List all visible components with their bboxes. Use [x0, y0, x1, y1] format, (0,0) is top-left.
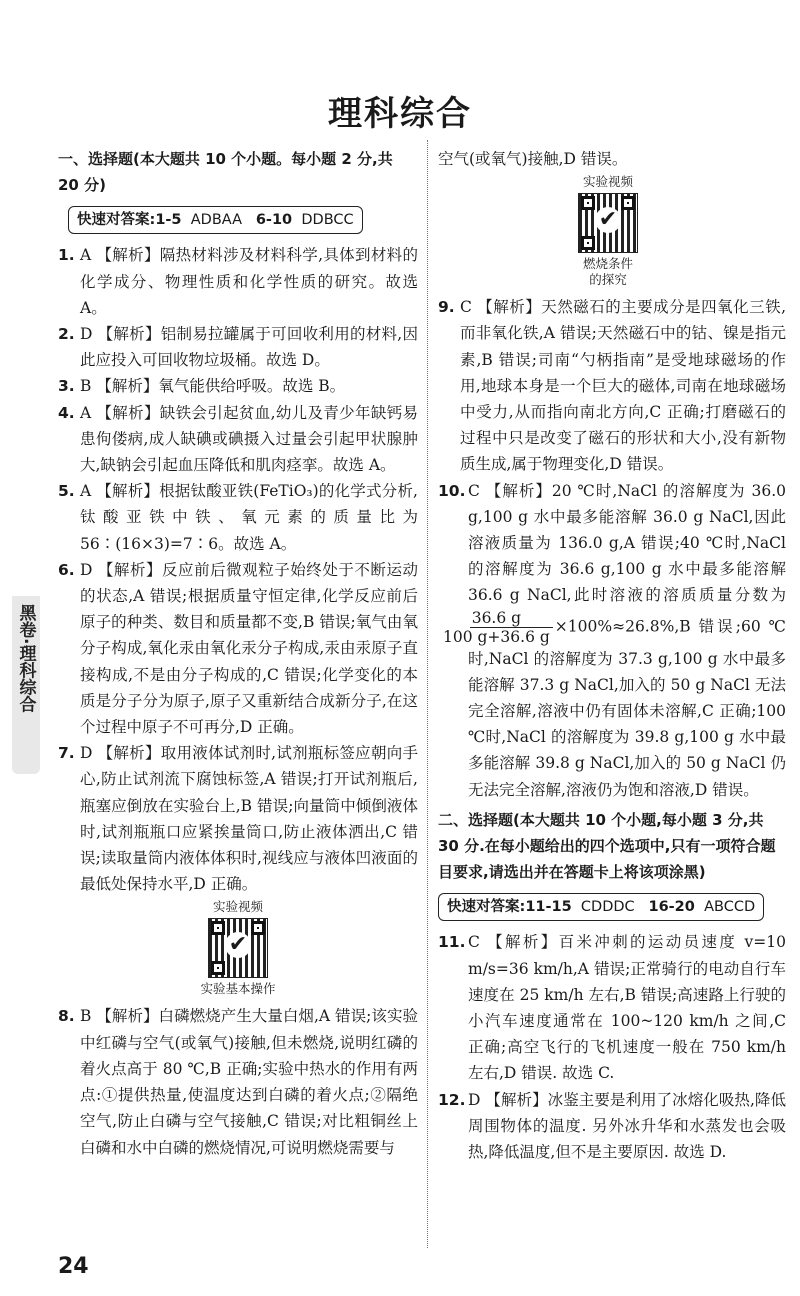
answer-item-5: [58, 478, 418, 557]
right-column: [438, 146, 786, 1165]
item-text: B 【解析】氧气能供给呼吸。故选 B。: [80, 377, 346, 396]
item-number: 5.: [58, 482, 75, 501]
fraction-denominator: 100 g+36.6 g: [443, 627, 550, 646]
item-text: A 【解析】隔热材料涉及材料科学,具体到材料的化学成分、物理性质和化学性质的研究。故选 A。: [80, 246, 418, 317]
item-number: 12.: [438, 1090, 466, 1109]
section2-heading: 二、选择题(本大题共 10 个小题,每小题 3 分,共 30 分.在每小题给出的四个选项中,只有一项符合题目要求,请选出并在答题卡上将该项涂黑): [438, 810, 776, 882]
answer-item-4: [58, 400, 418, 479]
item-text: D 【解析】铝制易拉罐属于可回收利用的材料,因此应投入可回收物垃圾桶。故选 D。: [80, 325, 418, 370]
quick-answer-box-1: [68, 206, 363, 234]
item-text: A 【解析】缺铁会引起贫血,幼儿及青少年缺钙易患佝偻病,成人缺碘或碘摄入过量会引起甲状腺肿大,缺钠会引起血压降低和肌肉痉挛。故选 A。: [80, 403, 418, 475]
answer-item-12: [438, 1087, 786, 1166]
answer-item-11: [438, 929, 786, 1086]
page-title: 理科综合: [328, 94, 472, 134]
qr-block-1: [58, 899, 418, 997]
item-number: 6.: [58, 560, 75, 579]
answer-item-8: [58, 1003, 418, 1160]
item-number: 10.: [438, 481, 466, 500]
fraction: [443, 608, 553, 646]
quick-answer-label: 快速对答案:: [447, 899, 526, 916]
quick-answer-range: 11-15: [525, 899, 572, 916]
quick-answer-range: 1-5: [155, 212, 182, 229]
quick-answer-range: 16-20: [648, 899, 695, 916]
checkmark-icon: ✔: [595, 207, 621, 233]
item-text: D 【解析】取用液体试剂时,试剂瓶标签应朝向手心,防止试剂流下腐蚀标签,A 错误;打开试剂瓶后,瓶塞应倒放在实验台上,B 错误;向量筒中倾倒液体时,试剂瓶瓶口应紧挨量筒口,防止液体洒出,C 错误;读取量筒内液体体积时,视线应与液体凹液面的最低处保持水平,D 正确。: [80, 744, 418, 894]
answer-item-2: [58, 321, 418, 373]
item-text: A 【解析】根据钛酸亚铁(FeTiO₃)的化学式分析,钛酸亚铁中铁、氧元素的质量比为 56∶(16×3)=7∶6。故选 A。: [80, 482, 418, 553]
item-text: C 【解析】百米冲刺的运动员速度 v=10 m/s=36 km/h,A 错误;正常骑行的电动自行车速度在 25 km/h 左右,B 错误;高速路上行驶的小汽车速度通常在 100~120 km/h 之间,C 正确;高空飞行的飞机速度一般在 750 km/h 左右,D 错误. 故选 C.: [468, 933, 786, 1083]
quick-answer-box-2: [438, 893, 764, 921]
qr-caption-bottom: 燃烧条件: [582, 256, 633, 272]
item-text: C 【解析】天然磁石的主要成分是四氧化三铁,而非氧化铁,A 错误;天然磁石中的钴、镍是指元素,B 错误;司南“勺柄指南”是受地球磁场的作用,地球本身是一个巨大的磁体,司南在地球磁场中受力,从而指向南北方向,C 正确;打磨磁石的过程中只是改变了磁石的形状和大小,没有新物质生成,属于物理变化,D 错误。: [460, 298, 786, 474]
quick-answer-values: DDBCC: [301, 212, 354, 229]
side-tab: [12, 596, 40, 774]
quick-answer-label: 快速对答案:: [77, 212, 156, 229]
item-number: 7.: [58, 744, 75, 763]
answer-item-6: [58, 557, 418, 740]
item-number: 8.: [58, 1007, 75, 1026]
left-column: [58, 146, 418, 1161]
item-text: D 【解析】反应前后微观粒子始终处于不断运动的状态,A 错误;根据质量守恒定律,化学反应前后原子的种类、数目和质量都不变,B 错误;氧气由氧分子构成,氧化汞由氧化汞分子构成,汞由汞原子直接构成,不是由分子构成的,C 错误;化学变化的本质是分子分为原子,原子又重新结合成新分子,在这个过程中原子不可再分,D 正确。: [80, 560, 418, 737]
quick-answer-values: CDDDC: [580, 899, 635, 916]
qr-code-icon[interactable]: [208, 918, 268, 978]
item-number: 11.: [438, 933, 466, 952]
item-text: C 【解析】20 ℃时,NaCl 的溶解度为 36.0 g,100 g 水中最多能溶解 36.0 g NaCl,因此溶液质量为 136.0 g,A 错误;40 ℃时,NaCl 的溶解度为 36.6 g,100 g 水中最多能溶解 36.6 g NaCl,此时溶液的溶质质量分数为: [468, 481, 786, 605]
answer-item-10: [438, 478, 786, 803]
qr-caption-bottom: 实验基本操作: [200, 981, 276, 997]
side-tab-label: 黑卷·理科综合: [15, 604, 36, 713]
item-number: 1.: [58, 246, 75, 265]
checkmark-icon: ✔: [225, 932, 251, 958]
page-number: 24: [58, 1254, 89, 1279]
qr-caption-top: 实验视频: [212, 899, 263, 915]
item-text: ×100%≈26.8%,B 错误;60 ℃时,NaCl 的溶解度为 37.3 g,100 g 水中最多能溶解 37.3 g NaCl,加入的 50 g NaCl 无法完全溶解,溶液中仍有固体未溶解,C 正确;100 ℃时,NaCl 的溶解度为 39.8 g,100 g 水中最多能溶解 39.8 g NaCl,加入的 50 g NaCl 仍无法完全溶解,溶液仍为饱和溶液,D 错误。: [468, 617, 786, 799]
fraction-numerator: 36.6 g: [470, 609, 553, 628]
qr-block-2: [558, 174, 658, 288]
item-number: 9.: [438, 298, 455, 317]
quick-answer-range: 6-10: [255, 212, 293, 229]
answer-item-9: [438, 294, 786, 477]
item-number: 4.: [58, 403, 75, 422]
item-text: B 【解析】白磷燃烧产生大量白烟,A 错误;该实验中红磷与空气(或氧气)接触,但未燃烧,说明红磷的着火点高于 80 ℃,B 正确;实验中热水的作用有两点:①提供热量,使温度达到白磷的着火点;②隔绝空气,防止白磷与空气接触,C 错误;对比粗铜丝上白磷和水中白磷的燃烧情况,可说明燃烧需要与: [80, 1007, 418, 1157]
item-number: 3.: [58, 377, 75, 396]
qr-caption-top: 实验视频: [582, 174, 633, 190]
answer-item-8-continued: 空气(或氧气)接触,D 错误。: [438, 150, 628, 168]
answer-item-1: [58, 242, 418, 321]
section1-heading: 一、选择题(本大题共 10 个小题。每小题 2 分,共 20 分): [58, 150, 393, 195]
quick-answer-values: ABCCD: [704, 899, 756, 916]
answer-item-3: [58, 373, 418, 399]
quick-answer-values: ADBAA: [190, 212, 243, 229]
item-number: 2.: [58, 325, 75, 344]
qr-caption-bottom: 的探究: [589, 272, 627, 288]
answer-item-7: [58, 740, 418, 897]
qr-code-icon[interactable]: [578, 193, 638, 253]
column-divider: [427, 140, 428, 1248]
item-text: D 【解析】冰鉴主要是利用了冰熔化吸热,降低周围物体的温度. 另外冰升华和水蒸发也会吸热,降低温度,但不是主要原因. 故选 D.: [468, 1090, 786, 1162]
